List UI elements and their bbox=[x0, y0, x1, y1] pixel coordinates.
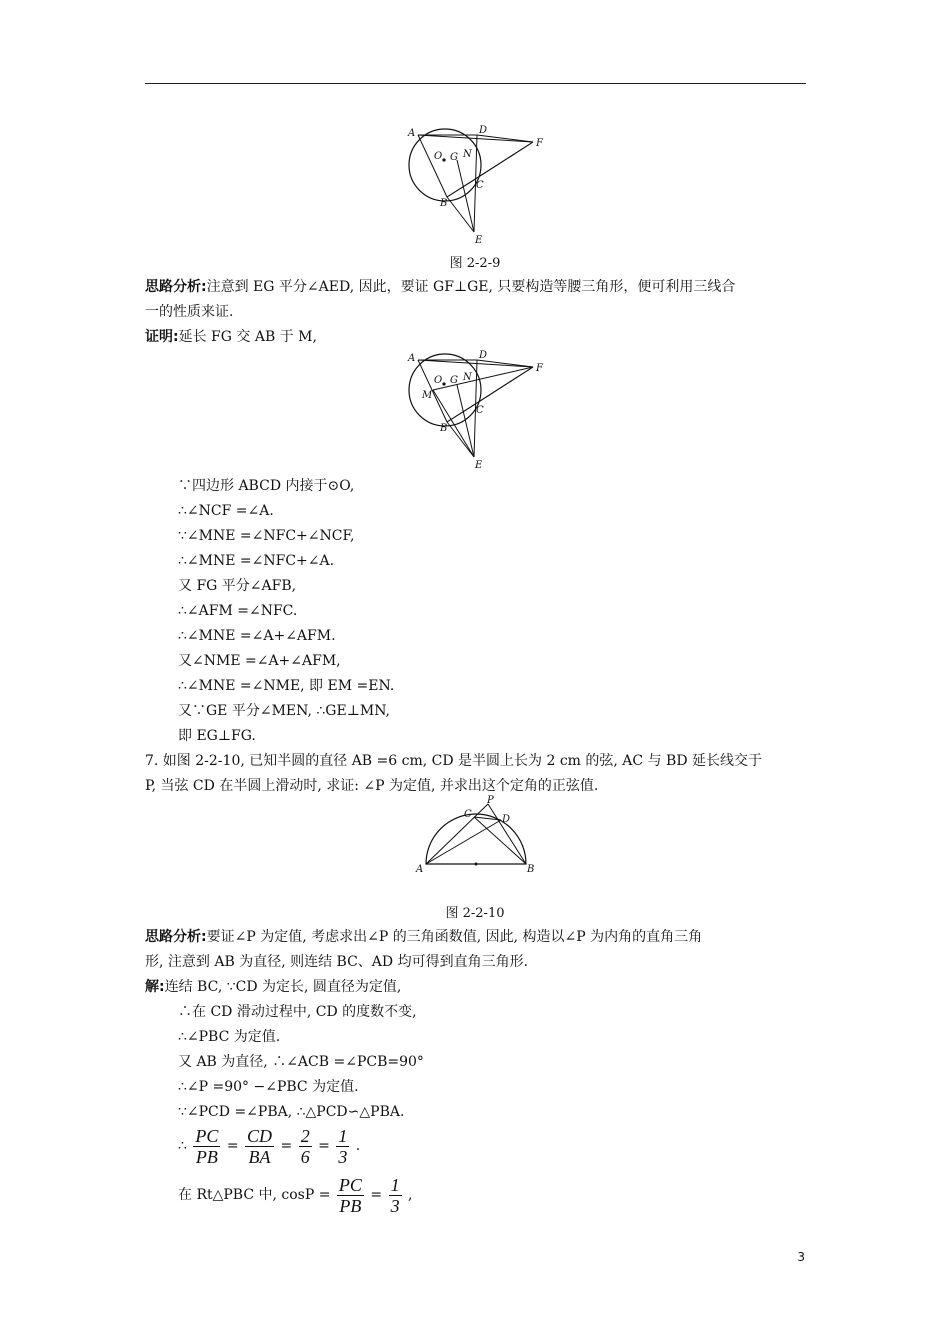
proof-step: 又∠NME =∠A+∠AFM, bbox=[178, 653, 341, 669]
svg-text:G: G bbox=[450, 375, 458, 386]
solution-label: 解: bbox=[145, 979, 165, 995]
proof-step: ∴∠MNE =∠A+∠AFM. bbox=[178, 628, 336, 644]
svg-text:M: M bbox=[422, 390, 433, 401]
svg-text:F: F bbox=[536, 138, 543, 149]
svg-text:A: A bbox=[408, 353, 416, 364]
figure-proof bbox=[395, 345, 555, 470]
analysis-1-line2: 一的性质来证. bbox=[145, 304, 234, 320]
svg-text:O: O bbox=[434, 151, 443, 162]
figure-caption: 图 2-2-10 bbox=[445, 906, 505, 921]
analysis-label: 思路分析: bbox=[145, 279, 207, 295]
svg-text:B: B bbox=[440, 198, 448, 209]
proof-step: 即 EG⊥FG. bbox=[178, 728, 256, 744]
proof-intro bbox=[145, 328, 317, 346]
svg-text:C: C bbox=[476, 180, 484, 191]
fraction: $\frac{1}{3}$ bbox=[390, 1174, 400, 1216]
analysis-1-line1 bbox=[145, 278, 735, 296]
solution-intro-text: 连结 BC, ∵CD 为定长, 圆直径为定值, bbox=[164, 979, 402, 995]
page-number: 3 bbox=[797, 1250, 805, 1264]
cos-equation: 在 Rt△PBC 中, cosP = $\frac{PC}{PB}$ = $\frac{1}{3}$ , bbox=[178, 1174, 413, 1216]
svg-text:E: E bbox=[475, 235, 483, 245]
proof-label: 证明: bbox=[145, 329, 179, 345]
analysis-label: 思路分析: bbox=[145, 929, 207, 945]
proof-step: ∵∠MNE =∠NFC+∠NCF, bbox=[178, 528, 355, 544]
svg-text:P: P bbox=[487, 795, 494, 806]
fraction: $\frac{2}{6}$ bbox=[300, 1125, 310, 1167]
svg-text:D: D bbox=[479, 125, 488, 136]
figure-caption: 图 2-2-9 bbox=[449, 256, 501, 271]
fraction: $\frac{1}{3}$ bbox=[338, 1125, 348, 1167]
proof-step: ∵四边形 ABCD 内接于⊙O, bbox=[178, 478, 355, 494]
proof-intro-text: 延长 FG 交 AB 于 M, bbox=[178, 329, 317, 345]
problem-7-line1: 7. 如图 2-2-10, 已知半圆的直径 AB =6 cm, CD 是半圆上长为 2 cm 的弦, AC 与 BD 延长线交于 bbox=[145, 753, 762, 769]
solution-step: ∵∠PCD =∠PBA, ∴△PCD∽△PBA. bbox=[178, 1104, 405, 1120]
proof-step: 又 FG 平分∠AFB, bbox=[178, 578, 297, 594]
svg-text:C: C bbox=[464, 809, 472, 820]
svg-text:A: A bbox=[416, 864, 424, 875]
proof-step: ∴∠NCF =∠A. bbox=[178, 503, 274, 519]
analysis-text: 要证∠P 为定值, 考虑求出∠P 的三角函数值, 因此, 构造以∠P 为内角的直角三角 bbox=[206, 929, 703, 945]
problem-7-line2: P, 当弦 CD 在半圆上滑动时, 求证: ∠P 为定值, 并求出这个定角的正弦值. bbox=[145, 778, 599, 794]
svg-text:N: N bbox=[463, 372, 472, 383]
analysis-text: 注意到 EG 平分∠AED, 因此，要证 GF⊥GE, 只要构造等腰三角形，便可利用三线合 bbox=[206, 279, 736, 295]
svg-text:N: N bbox=[463, 149, 472, 160]
fraction: $\frac{CD}{BA}$ bbox=[247, 1125, 273, 1167]
svg-text:D: D bbox=[479, 350, 488, 361]
svg-text:E: E bbox=[475, 460, 483, 470]
svg-text:F: F bbox=[536, 363, 543, 374]
svg-text:D: D bbox=[502, 814, 511, 825]
figure-2-2-10 bbox=[410, 795, 540, 880]
proof-step: 又∵GE 平分∠MEN, ∴GE⊥MN, bbox=[178, 703, 391, 719]
fraction: $\frac{PC}{PB}$ bbox=[338, 1174, 362, 1216]
fraction: $\frac{PC}{PB}$ bbox=[195, 1125, 219, 1167]
header-rule bbox=[145, 83, 806, 84]
svg-text:O: O bbox=[434, 375, 443, 386]
solution-intro bbox=[145, 978, 401, 996]
figure-2-2-9 bbox=[395, 120, 555, 245]
proof-step: ∴∠MNE =∠NFC+∠A. bbox=[178, 553, 335, 569]
analysis-2-line2: 形, 注意到 AB 为直径, 则连结 BC、AD 均可得到直角三角形. bbox=[145, 954, 529, 970]
solution-step: ∴∠PBC 为定值. bbox=[178, 1029, 281, 1045]
solution-step: 又 AB 为直径, ∴∠ACB =∠PCB=90° bbox=[178, 1054, 424, 1070]
analysis-2-line1 bbox=[145, 928, 702, 946]
solution-step: ∴∠P =90° −∠PBC 为定值. bbox=[178, 1079, 359, 1095]
proof-step: ∴∠AFM =∠NFC. bbox=[178, 603, 298, 619]
svg-text:C: C bbox=[476, 405, 484, 416]
svg-text:G: G bbox=[450, 152, 458, 163]
svg-text:A: A bbox=[408, 128, 416, 139]
proof-step: ∴∠MNE =∠NME, 即 EM =EN. bbox=[178, 678, 395, 694]
ratio-equation: ∴ $\frac{PC}{PB}$ = $\frac{CD}{BA}$ = $\frac{2}{6}$ = $\frac{1}{3}$ . bbox=[178, 1125, 361, 1167]
solution-step: ∴在 CD 滑动过程中, CD 的度数不变, bbox=[178, 1004, 417, 1020]
svg-text:B: B bbox=[440, 423, 448, 434]
svg-text:B: B bbox=[527, 864, 535, 875]
